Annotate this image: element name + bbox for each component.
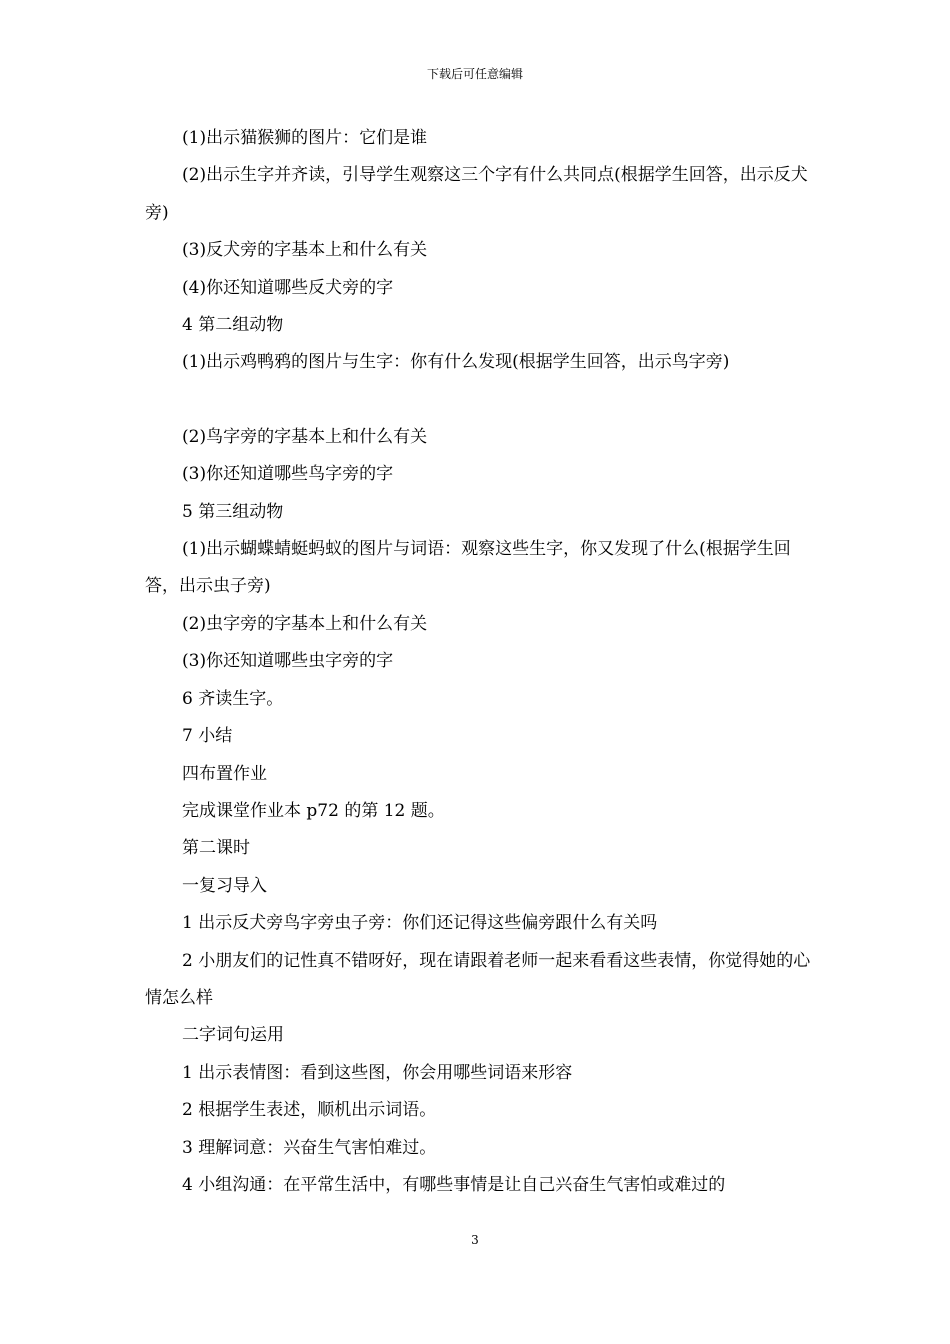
paragraph: 完成课堂作业本 p72 的第 12 题。 <box>182 800 445 821</box>
document-body <box>145 120 815 1204</box>
paragraph: 5 第三组动物 <box>182 501 284 522</box>
paragraph: (1)出示猫猴狮的图片：它们是谁 <box>182 128 428 148</box>
paragraph: 6 齐读生字。 <box>182 688 284 709</box>
paragraph: (2)虫字旁的字基本上和什么有关 <box>182 613 428 634</box>
paragraph: 7 小结 <box>182 726 233 747</box>
paragraph: 一复习导入 <box>182 875 267 896</box>
paragraph: 第二课时 <box>182 838 250 859</box>
paragraph: 2 小朋友们的记性真不错呀好，现在请跟着老师一起来看看这些表情，你觉得她的心情怎么样 <box>145 950 811 1008</box>
page-number: 3 <box>471 1233 479 1247</box>
paragraph: 二字词句运用 <box>182 1025 284 1046</box>
paragraph: (3)你还知道哪些虫字旁的字 <box>182 651 394 672</box>
paragraph: (1)出示蝴蝶蜻蜓蚂蚁的图片与词语：观察这些生字，你又发现了什么(根据学生回答，出示虫子旁) <box>145 539 791 597</box>
paragraph: 4 第二组动物 <box>182 315 284 336</box>
paragraph: 1 出示表情图：看到这些图，你会用哪些词语来形容 <box>182 1062 573 1083</box>
paragraph: (2)鸟字旁的字基本上和什么有关 <box>182 426 428 447</box>
paragraph: (1)出示鸡鸭鸦的图片与生字：你有什么发现(根据学生回答，出示鸟字旁) <box>182 352 730 373</box>
paragraph: 4 小组沟通：在平常生活中，有哪些事情是让自己兴奋生气害怕或难过的 <box>182 1174 726 1195</box>
paragraph: 3 理解词意：兴奋生气害怕难过。 <box>182 1137 437 1158</box>
page-header: 下载后可任意编辑 <box>426 67 523 81</box>
paragraph: 2 根据学生表述，顺机出示词语。 <box>182 1100 437 1121</box>
paragraph: 四布置作业 <box>182 763 267 784</box>
blank-line <box>145 382 815 419</box>
paragraph: (3)你还知道哪些鸟字旁的字 <box>182 464 394 485</box>
paragraph: (4)你还知道哪些反犬旁的字 <box>182 277 394 298</box>
paragraph: (2)出示生字并齐读，引导学生观察这三个字有什么共同点(根据学生回答，出示反犬旁) <box>145 165 808 223</box>
paragraph: 1 出示反犬旁鸟字旁虫子旁：你们还记得这些偏旁跟什么有关吗 <box>182 913 658 934</box>
paragraph: (3)反犬旁的字基本上和什么有关 <box>182 240 428 261</box>
